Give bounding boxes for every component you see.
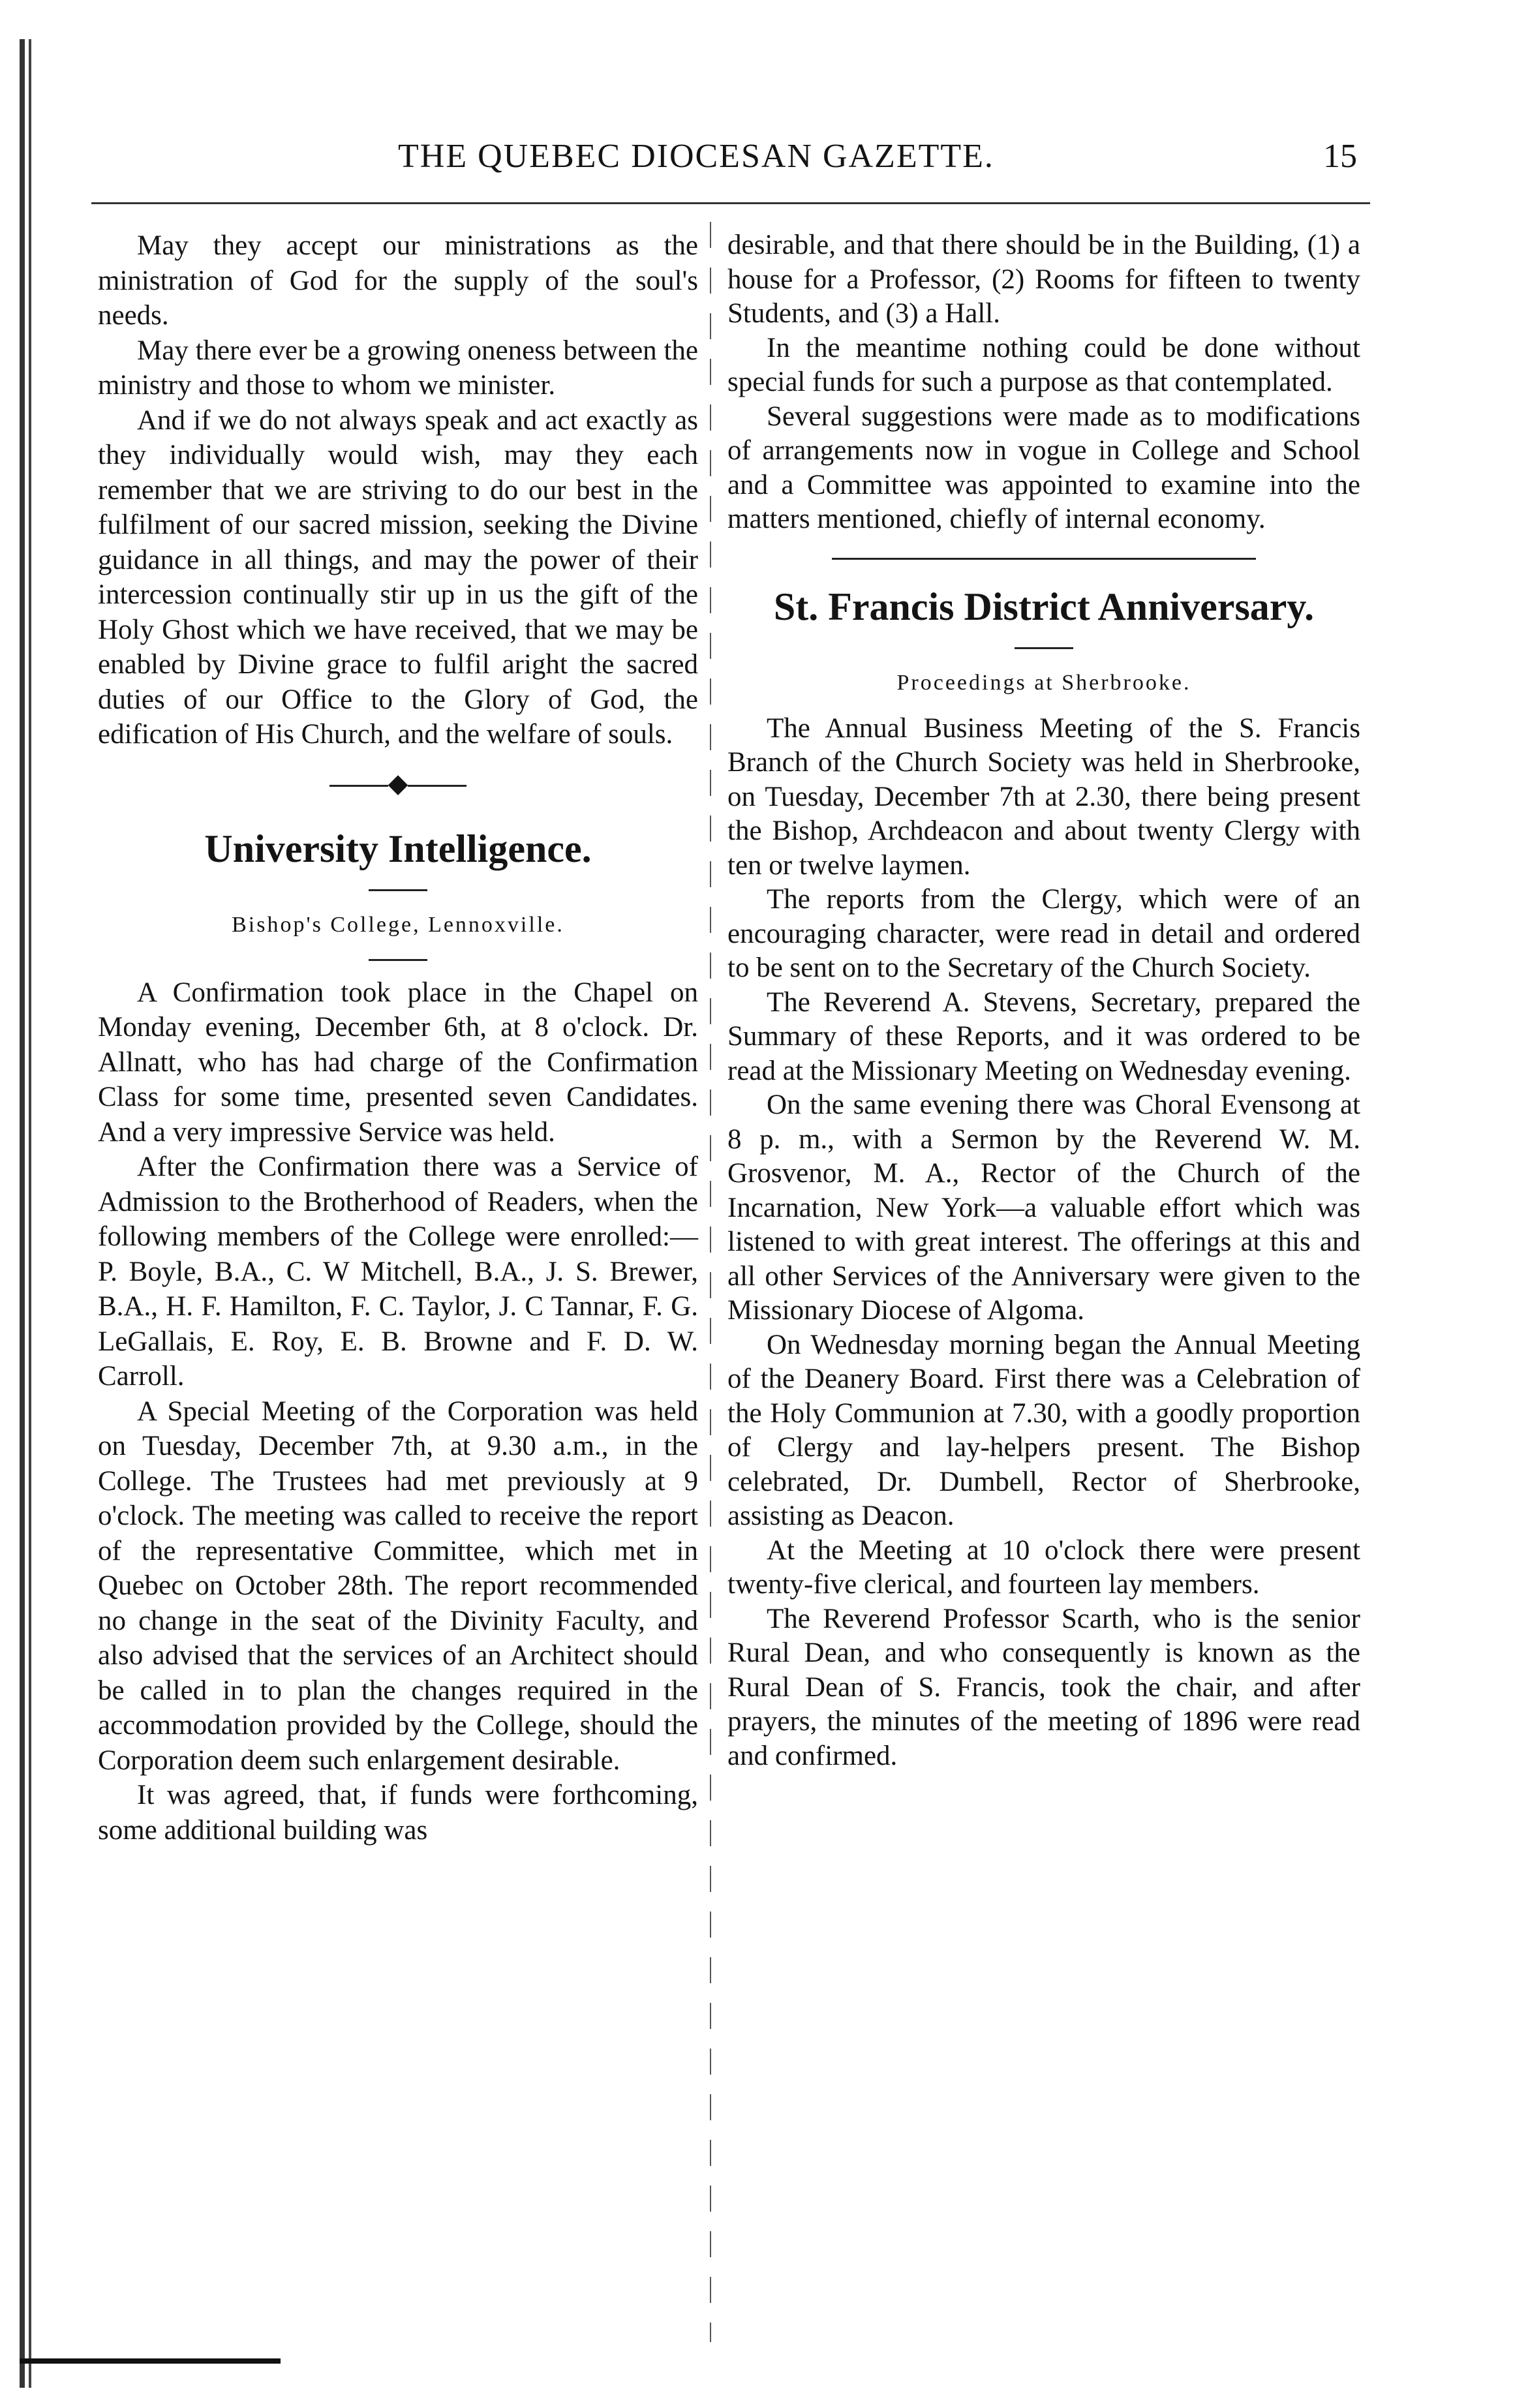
page-number: 15 bbox=[1323, 138, 1357, 175]
paragraph: After the Confirmation there was a Service of Admission to the Brotherhood of Readers, when the following members of the College were enrolled:—P. Boyle, B.A., C. W Mitchell, B.A., J. S. Brewer, B.A., H. F. Hamilton, F. C. Taylor, J. C Tannar, F. G. LeGallais, E. Roy, E. B. Browne and F. D. W. Carroll. bbox=[98, 1151, 698, 1392]
page-title: THE QUEBEC DIOCESAN GAZETTE. bbox=[398, 138, 994, 175]
paragraph: A Special Meeting of the Corporation was held on Tuesday, December 7th, at 9.30 a.m., in the College. The Trustees had met previously at 9 o'clock. The meeting was called to receive the report of the representative Committee, which met in Quebec on October 28th. The report recommended no change in the seat of the Divinity Faculty, and also advised that the services of an Architect should be called in to plan the changes required in the accommodation provided by the College, should the Corporation deem such enlargement desirable. bbox=[98, 1395, 698, 1776]
paragraph: On the same evening there was Choral Evensong at 8 p. m., with a Sermon by the Reverend W. M. Grosvenor, M. A., Rector of the Church of the Incarnation, New York—a valuable effort which was listened to with great interest. The offerings at this and all other Services of the Anniversary were given to the Missionary Diocese of Algoma. bbox=[727, 1090, 1360, 1326]
paragraph: A Confirmation took place in the Chapel on Monday evening, December 6th, at 8 o'clock. Dr. Allnatt, who has had charge of the Confirmation Class for some time, presented seven Candidates. And a very impressive Service was held. bbox=[98, 977, 698, 1148]
paragraph: At the Meeting at 10 o'clock there were present twenty-five clerical, and fourteen lay members. bbox=[727, 1534, 1360, 1600]
paragraph: Several suggestions were made as to modifications of arrangements now in vogue in College and School and a Committee was appointed to examine into the matters mentioned, chiefly of internal economy. bbox=[727, 401, 1360, 534]
short-rule bbox=[369, 889, 427, 891]
paragraph: It was agreed, that, if funds were forthcoming, some additional building was bbox=[98, 1780, 698, 1846]
section-heading-university: University Intelligence. bbox=[204, 827, 592, 870]
section-heading-st-francis: St. Francis District Anniversary. bbox=[773, 585, 1315, 628]
page-header bbox=[261, 137, 1357, 183]
short-rule bbox=[369, 959, 427, 961]
left-column bbox=[98, 228, 698, 1848]
paragraph: On Wednesday morning began the Annual Meeting of the Deanery Board. First there was a Celebration of the Holy Communion at 7.30, with a goodly proportion of Clergy and lay-helpers present. The Bishop celebrated, Dr. Dumbell, Rector of Sherbrooke, assisting as Deacon. bbox=[727, 1329, 1360, 1531]
paragraph: desirable, and that there should be in the Building, (1) a house for a Professor, (2) Rooms for fifteen to twenty Students, and (3) a Hall. bbox=[727, 230, 1360, 329]
paragraph: May they accept our ministrations as the ministration of God for the supply of the soul's needs. bbox=[98, 230, 698, 331]
column-divider bbox=[710, 222, 711, 2342]
paragraph: The reports from the Clergy, which were of an encouraging character, were read in detail and ordered to be sent on to the Secretary of the Church Society. bbox=[727, 884, 1360, 983]
paragraph: May there ever be a growing oneness between the ministry and those to whom we minister. bbox=[98, 335, 698, 401]
section-rule bbox=[832, 558, 1256, 560]
paragraph: In the meantime nothing could be done without special funds for such a purpose as that contemplated. bbox=[727, 332, 1360, 397]
section-divider-ornament: ◆ bbox=[98, 764, 698, 803]
paragraph: The Annual Business Meeting of the S. Francis Branch of the Church Society was held in Sherbrooke, on Tuesday, December 7th at 2.30, there being present the Bishop, Archdeacon and about twenty Clergy with ten or twelve laymen. bbox=[727, 712, 1360, 881]
page-binding-edge bbox=[20, 39, 37, 2388]
short-rule bbox=[1015, 647, 1073, 649]
header-rule bbox=[91, 202, 1370, 204]
paragraph: The Reverend Professor Scarth, who is the senior Rural Dean, and who consequently is known as the Rural Dean of S. Francis, took the chair, and after prayers, the minutes of the meeting of 1896 were read and confirmed. bbox=[727, 1603, 1360, 1771]
right-column bbox=[727, 228, 1360, 1773]
section-subheading-sherbrooke: Proceedings at Sherbrooke. bbox=[896, 670, 1191, 695]
paragraph: The Reverend A. Stevens, Secretary, prepared the Summary of these Reports, and it was ordered to be read at the Missionary Meeting on Wednesday evening. bbox=[727, 986, 1360, 1086]
paragraph: And if we do not always speak and act exactly as they individually would wish, may they each remember that we are striving to do our best in the fulfilment of our sacred mission, seeking the Divine guidance in all things, and may the power of their intercession continually stir up in us the gift of the Holy Ghost which we have received, that we may be enabled by Divine grace to fulfil aright the sacred duties of our Office to the Glory of God, the edification of His Church, and the welfare of souls. bbox=[98, 404, 698, 750]
section-subheading-bishops-college: Bishop's College, Lennoxville. bbox=[232, 912, 564, 937]
page-binding-bottom bbox=[20, 2358, 281, 2364]
